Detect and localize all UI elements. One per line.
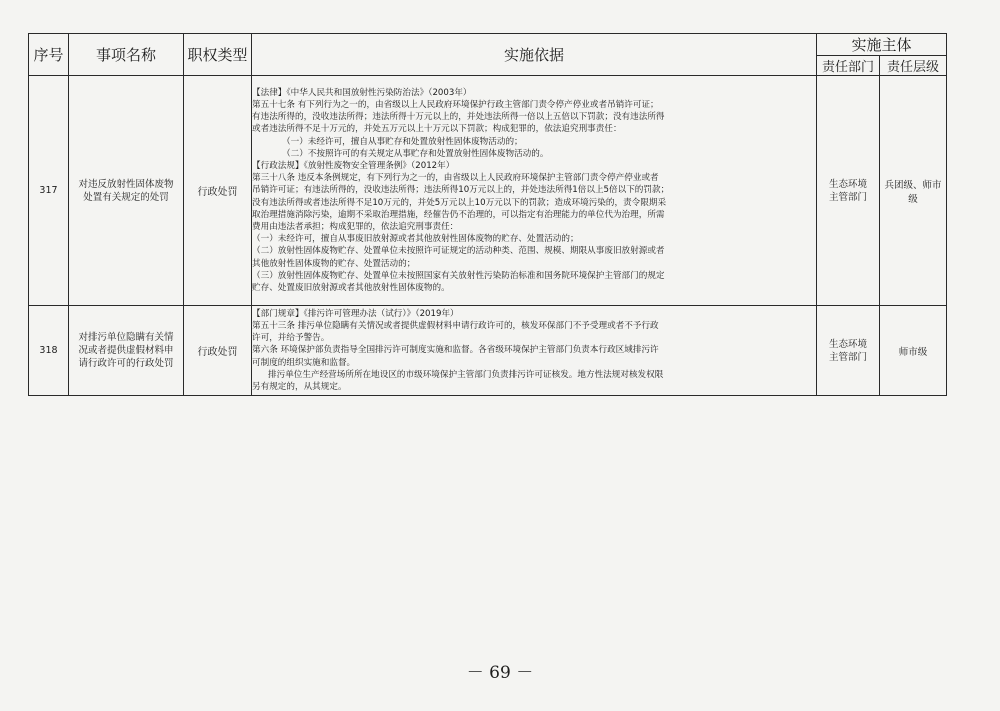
basis-line: 费用由违法者承担；构成犯罪的，依法追究刑事责任： <box>252 222 459 232</box>
header-basis: 实施依据 <box>252 34 817 76</box>
header-no: 序号 <box>29 34 69 76</box>
basis-line: 没有违法所得或者违法所得不足10万元的，并处5万元以上10万元以下的罚款；造成环境污染的，责令限期采 <box>252 197 667 208</box>
basis-line: 【部门规章】《排污许可管理办法（试行）》（2019年） <box>252 308 459 319</box>
basis-line: （二）不按照许可的有关规定从事贮存和处置放射性固体废物活动的。 <box>282 148 549 159</box>
item-name-line: 请行政许可的行政处罚 <box>78 358 174 369</box>
table-row <box>29 306 947 396</box>
authority-table <box>28 33 947 396</box>
item-name-line: 处置有关规定的处罚 <box>83 191 169 203</box>
header-name: 事项名称 <box>69 34 184 76</box>
row-number: 318 <box>29 306 69 396</box>
basis-line: 其他放射性固体废物的贮存、处置活动的； <box>252 258 416 269</box>
basis-line: 贮存、处置废旧放射源或者其他放射性固体废物的。 <box>252 283 450 294</box>
item-name <box>69 306 184 396</box>
header-subject: 实施主体 <box>817 34 947 56</box>
basis-line: （一）未经许可，擅自从事废旧放射源或者其他放射性固体废物的贮存、处置活动的； <box>252 234 579 245</box>
basis-line: 第五十七条 有下列行为之一的，由省级以上人民政府环境保护行政主管部门责令停产停业或者吊销许可证； <box>252 99 659 110</box>
authority-type: 行政处罚 <box>184 76 252 306</box>
item-name <box>69 76 184 306</box>
basis-line: 或者违法所得不足十万元的，并处五万元以上十万元以下罚款；构成犯罪的，依法追究刑事责任： <box>252 124 622 135</box>
table-row <box>29 76 947 306</box>
dept-line: 生态环境 <box>828 338 867 350</box>
responsible-dept <box>817 306 880 396</box>
legal-basis <box>252 306 817 396</box>
basis-line: 第三十八条 违反本条例规定，有下列行为之一的，由省级以上人民政府环境保护主管部门责令停产停业或者 <box>252 173 659 184</box>
basis-line: 取治理措施消除污染，逾期不采取治理措施，经催告仍不治理的，可以指定有治理能力的单位代为治理，所需 <box>252 209 665 220</box>
basis-line: 排污单位生产经营场所所在地设区的市级环境保护主管部门负责排污许可证核发。地方性法规对核发权限 <box>268 369 664 380</box>
item-name-line: 况或者提供虚假材料申 <box>78 345 174 356</box>
basis-line: （二）放射性固体废物贮存、处置单位未按照许可证规定的活动种类、范围、规模、期限从事废旧放射源或者 <box>252 246 665 257</box>
basis-line: 第五十三条 排污单位隐瞒有关情况或者提供虚假材料申请行政许可的，核发环保部门不予受理或者不予行政 <box>252 320 659 331</box>
item-name-line: 对违反放射性固体废物 <box>78 178 174 190</box>
page-number: － 69 － <box>466 663 534 683</box>
basis-line: 许可，并给予警告。 <box>252 333 330 344</box>
dept-line: 主管部门 <box>828 191 867 203</box>
header-level: 责任层级 <box>880 56 947 76</box>
basis-line: 另有规定的，从其规定。 <box>252 382 347 392</box>
legal-basis <box>252 76 817 306</box>
basis-line: 可制度的组织实施和监督。 <box>252 357 356 368</box>
item-name-line: 对排污单位隐瞒有关情 <box>78 332 174 343</box>
row-number: 317 <box>29 76 69 306</box>
dept-line: 生态环境 <box>828 178 867 190</box>
responsible-level: 师市级 <box>880 306 947 396</box>
authority-type: 行政处罚 <box>184 306 252 396</box>
basis-line: （一）未经许可，擅自从事贮存和处置放射性固体废物活动的； <box>282 136 523 147</box>
basis-line: 有违法所得的，没收违法所得；违法所得十万元以上的，并处违法所得一倍以上五倍以下罚款；没有违法所得 <box>252 112 665 123</box>
responsible-dept <box>817 76 880 306</box>
basis-line: 第六条 环境保护部负责指导全国排污许可制度实施和监督。各省级环境保护主管部门负责本行政区域排污许 <box>252 345 659 356</box>
dept-line: 主管部门 <box>828 351 867 363</box>
basis-line: 【行政法规】《放射性废物安全管理条例》（2012年） <box>252 160 455 171</box>
header-dept: 责任部门 <box>817 56 880 76</box>
basis-line: 吊销许可证；有违法所得的，没收违法所得；违法所得10万元以上的，并处违法所得1倍以上5倍以下的罚款； <box>252 185 670 196</box>
basis-line: （三）放射性固体废物贮存、处置单位未按照国家有关放射性污染防治标准和国务院环境保护主管部门的规定 <box>252 270 665 281</box>
basis-line: 【法律】《中华人民共和国放射性污染防治法》（2003年） <box>252 87 472 98</box>
header-type: 职权类型 <box>184 34 252 76</box>
responsible-level: 兵团级、师市级 <box>880 76 947 306</box>
